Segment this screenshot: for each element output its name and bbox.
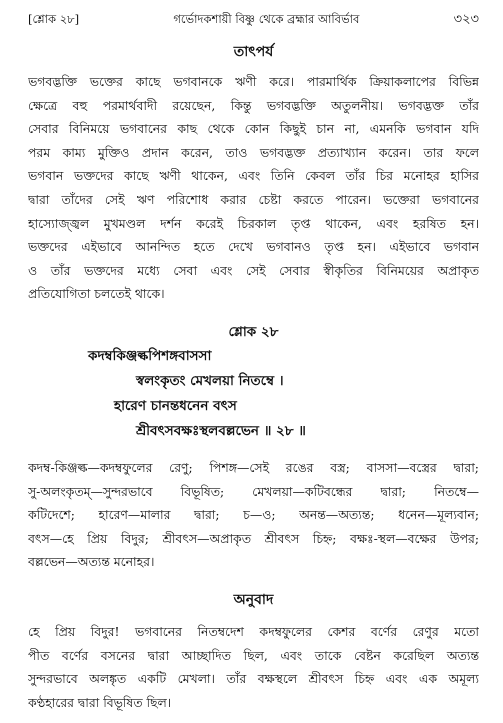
synonym-line: কটিদেশে; হারেণ—মালার দ্বারা; চ—ও; অনন্ত—অত্যন্ত; ধনেন—মূল্যবান; bbox=[28, 507, 479, 523]
synonym-line: কদম্ব-কিঞ্জল্ক—কদম্বফুলের রেণু; পিশঙ্গ—সেই রঙের বস্ত্র; বাসসা—বস্ত্রের দ্বারা; bbox=[28, 459, 479, 475]
purport-line: হাস্যোজ্জ্বল মুখমণ্ডল দর্শন করেই চিরকাল তৃপ্ত থাকেন, এবং হরষিত হন। bbox=[28, 215, 479, 231]
purport-line: পরম কাম্য মুক্তিও প্রদান করেন, তাও ভগবদ্ভক্ত প্রত্যাখ্যান করেন। তার ফলে bbox=[28, 144, 479, 160]
verse-line: শ্রীবৎসবক্ষঃস্থলবল্লভেন ॥ ২৮ ॥ bbox=[136, 422, 306, 439]
translation-line: পীত বর্ণের বসনের দ্বারা আচ্ছাদিত ছিল, এবং তাকে বেষ্টন করেছিল অত্যন্ত bbox=[28, 647, 479, 663]
verse-line: হারেণ চানন্তধনেন বৎস bbox=[114, 397, 237, 414]
header-chapter-title: গর্ভোদকশায়ী বিষ্ণু থেকে ব্রহ্মার আবির্ভাব bbox=[173, 12, 360, 26]
verse-line: স্বলংকৃতং মেখলয়া নিতম্বে । bbox=[136, 372, 284, 389]
purport-paragraph bbox=[28, 70, 479, 306]
page-number: ৩২৩ bbox=[453, 12, 479, 27]
purport-line: সেবার বিনিময়ে ভগবানের কাছ থেকে কোন কিছুই চান না, এমনকি ভগবান যদি bbox=[28, 121, 479, 137]
translation-heading: অনুবাদ bbox=[233, 591, 274, 608]
synonym-line: বল্লভেন—অত্যন্ত মনোহর। bbox=[28, 554, 155, 570]
synonym-line: সু-অলংকৃতম্—সুন্দরভাবে বিভূষিত; মেখলয়া—কটিবন্ধের দ্বারা; নিতম্বে— bbox=[28, 483, 479, 499]
purport-heading: তাৎপর্য bbox=[233, 44, 274, 60]
translation-paragraph bbox=[28, 620, 479, 714]
translation-line: কণ্ঠহারের দ্বারা বিভূষিত ছিল। bbox=[28, 694, 172, 710]
purport-line: ভক্তদের এইভাবে আনন্দিত হতে দেখে ভগবানও তৃপ্ত হন। এইভাবে ভগবান bbox=[28, 239, 479, 255]
header-verse-ref: [শ্লোক ২৮] bbox=[28, 12, 80, 26]
sanskrit-verse bbox=[28, 344, 479, 444]
purport-line: প্রতিযোগিতা চলতেই থাকে। bbox=[28, 286, 165, 302]
verse-line: কদম্বকিঞ্জল্কপিশঙ্গবাসসা bbox=[88, 347, 212, 364]
running-header bbox=[28, 0, 479, 32]
purport-line: ও তাঁর ভক্তদের মধ্যে সেবা এবং সেই সেবার স্বীকৃতির বিনিময়ের অপ্রাকৃত bbox=[28, 262, 479, 278]
purport-line: দ্বারা তাঁদের সেই ঋণ পরিশোধ করার চেষ্টা করতে পারেন। ভক্তেরা ভগবানের bbox=[28, 191, 479, 207]
synonyms-paragraph bbox=[28, 456, 479, 574]
purport-line: ক্ষেত্রে বহু পরমার্থবাদী রয়েছেন, কিন্তু ভগবদ্ভক্তি অতুলনীয়। ভগবদ্ভক্ত তাঁর bbox=[28, 97, 479, 113]
purport-line: ভগবদ্ভক্তি ভক্তের কাছে ভগবানকে ঋণী করে। পারমার্থিক ক্রিয়াকলাপের বিভিন্ন bbox=[28, 74, 479, 89]
translation-line: হে প্রিয় বিদুর! ভগবানের নিতম্বদেশ কদম্বফুলের কেশর বর্ণের রেণুর মতো bbox=[28, 623, 479, 639]
translation-line: সুন্দরভাবে অলঙ্কৃত একটি মেখলা। তাঁর বক্ষস্থলে শ্রীবৎস চিহ্ন এবং এক অমূল্য bbox=[28, 671, 479, 687]
verse-number: শ্লোক ২৮ bbox=[228, 323, 279, 340]
purport-line: ভগবান ভক্তদের কাছে ঋণী থাকেন, এবং তিনি কেবল তাঁর চির মনোহর হাসির bbox=[28, 168, 479, 184]
synonym-line: বৎস—হে প্রিয় বিদুর; শ্রীবৎস—অপ্রাকৃত শ্রীবৎস চিহ্ন; বক্ষঃ-স্থল—বক্ষের উপর; bbox=[28, 530, 479, 546]
